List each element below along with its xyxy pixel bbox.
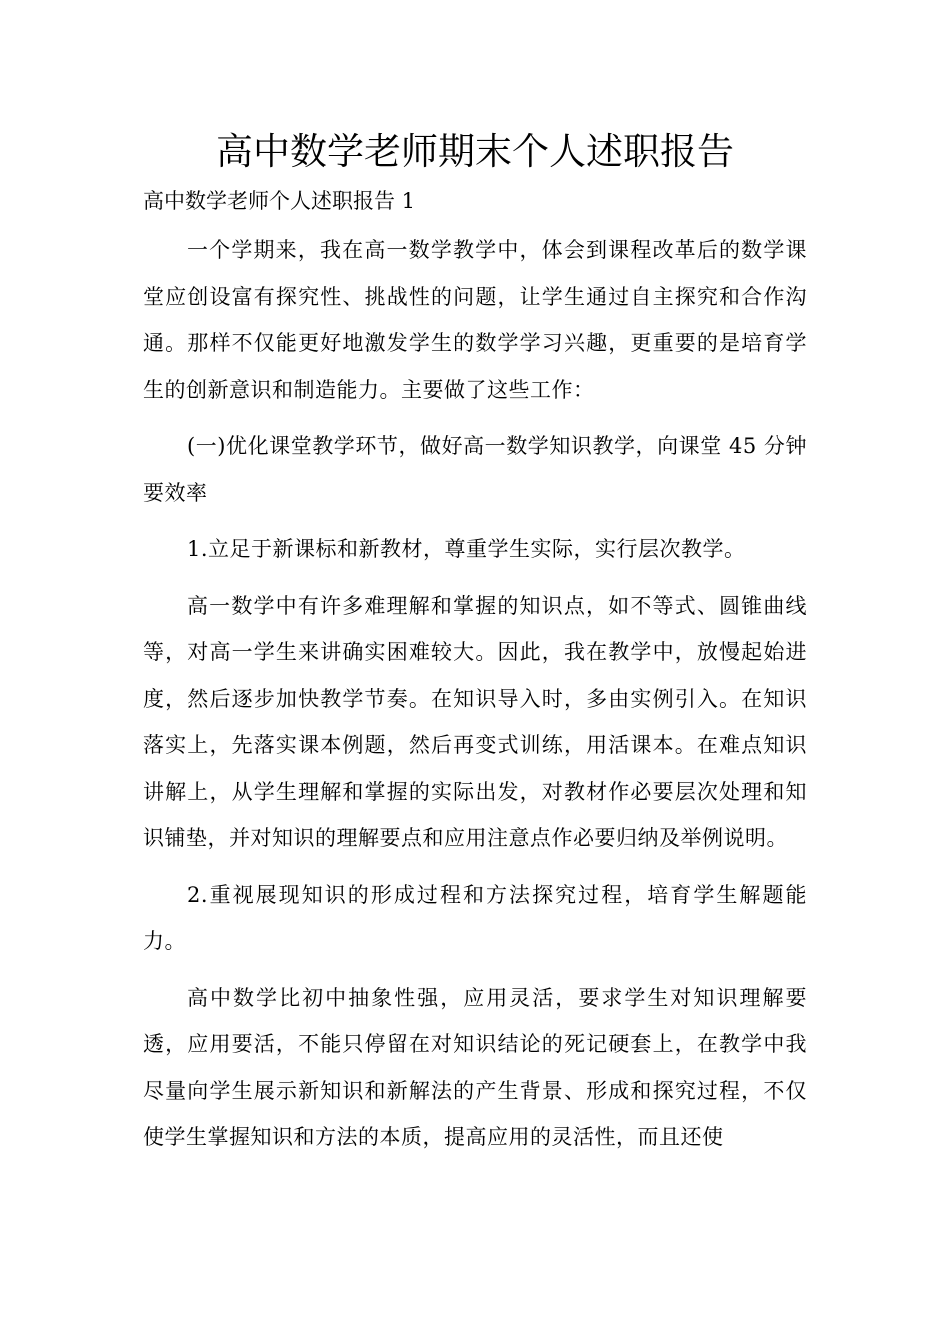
- body-paragraph: 高中数学比初中抽象性强，应用灵活，要求学生对知识理解要透，应用要活，不能只停留在对知识结论的死记硬套上，在教学中我尽量向学生展示新知识和新解法的产生背景、形成和探究过程，不仅使学生掌握知识和方法的本质，提高应用的灵活性，而且还使: [143, 985, 807, 1149]
- document-body: [143, 227, 807, 1161]
- body-paragraph: 高一数学中有许多难理解和掌握的知识点，如不等式、圆锥曲线等，对高一学生来讲确实困难较大。因此，我在教学中，放慢起始进度，然后逐步加快教学节奏。在知识导入时，多由实例引入。在知识落实上，先落实课本例题，然后再变式训练，用活课本。在难点知识讲解上，从学生理解和掌握的实际出发，对教材作必要层次处理和知识铺垫，并对知识的理解要点和应用注意点作必要归纳及举例说明。: [143, 593, 807, 850]
- document-subtitle: 高中数学老师个人述职报告 1: [143, 189, 416, 213]
- body-paragraph: (一)优化课堂教学环节，做好高一数学知识教学，向课堂 45 分钟要效率: [143, 434, 807, 505]
- body-paragraph: 1.立足于新课标和新教材，尊重学生实际，实行层次教学。: [187, 537, 746, 561]
- document-title: 高中数学老师期末个人述职报告: [216, 130, 734, 173]
- body-paragraph: 一个学期来，我在高一数学教学中，体会到课程改革后的数学课堂应创设富有探究性、挑战性的问题，让学生通过自主探究和合作沟通。那样不仅能更好地激发学生的数学学习兴趣，更重要的是培育学生的创新意识和制造能力。主要做了这些工作：: [143, 238, 807, 402]
- body-paragraph: 2.重视展现知识的形成过程和方法探究过程，培育学生解题能力。: [143, 882, 807, 953]
